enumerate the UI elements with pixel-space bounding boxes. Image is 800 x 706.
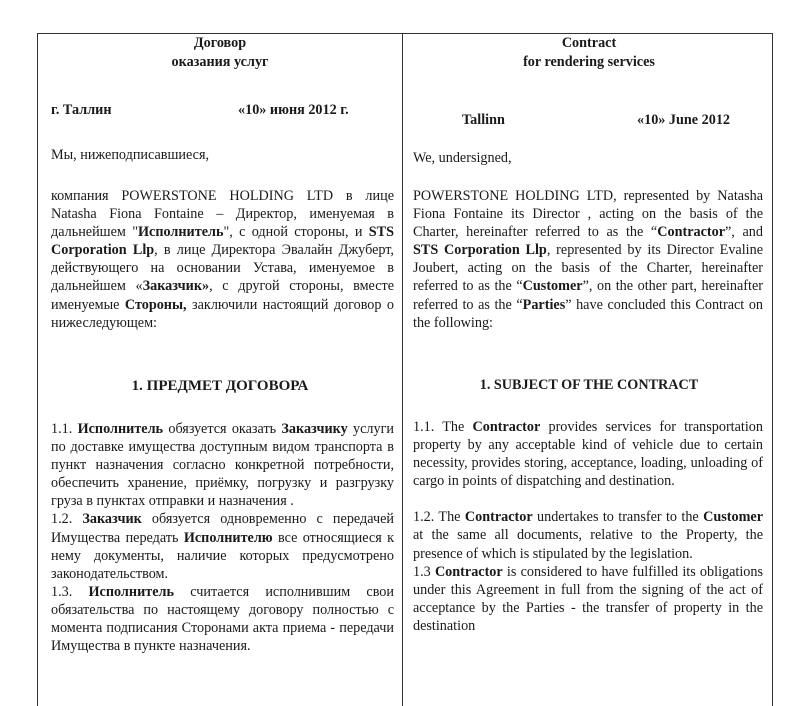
english-parties-paragraph bbox=[413, 187, 763, 332]
russian-clause-1-3 bbox=[51, 583, 394, 655]
russian-clauses bbox=[51, 420, 394, 655]
russian-title-line-2: оказания услуг bbox=[171, 54, 269, 70]
bold-term: Contractor bbox=[434, 563, 503, 580]
text-run: POWERSTONE HOLDING LTD, represented by Natasha Fiona Fontaine its Director , acting on the basis of the Charter, hereinafter referred to as the “ bbox=[413, 188, 763, 241]
english-intro: We, undersigned, bbox=[413, 150, 512, 166]
text-run: считается исполнившим свои обязательства по настоящему договору полностью с момента подписания Сторонами акта приема - передачи Имущества в пункте назначения. bbox=[51, 583, 394, 655]
text-run: 1.3 bbox=[413, 563, 435, 580]
contract-table bbox=[37, 33, 773, 706]
bold-term: Customer bbox=[522, 278, 583, 295]
bold-term: Contractor bbox=[472, 419, 541, 435]
bold-term: Исполнитель bbox=[77, 421, 164, 437]
text-run: provides services for transportation property by any acceptable kind of vehicle due to certain necessity, provides storing, acceptance, loading, unloading of cargo in points of dispatching and destination. bbox=[413, 419, 763, 490]
bold-term: Заказчик bbox=[82, 511, 142, 528]
text-run: все относящиеся к нему документы, наличие которых предусмотрено законодательством. bbox=[51, 529, 394, 582]
russian-title bbox=[38, 34, 402, 72]
russian-place: г. Таллин bbox=[51, 102, 112, 118]
english-clause-1-3 bbox=[413, 563, 763, 635]
russian-clause-1-1 bbox=[51, 420, 394, 510]
bold-term: Contractor bbox=[464, 509, 533, 526]
english-title bbox=[404, 34, 774, 72]
bold-term: STS Corporation Llp bbox=[51, 224, 394, 259]
bold-term: Исполнитель bbox=[138, 224, 224, 241]
english-title-line-2: for rendering services bbox=[523, 54, 655, 70]
text-run: undertakes to transfer to the bbox=[532, 509, 704, 526]
bold-term: Customer bbox=[703, 509, 763, 526]
text-run: ”, on the other part, hereinafter referred to as the “ bbox=[413, 278, 763, 313]
english-place: Tallinn bbox=[462, 112, 505, 128]
text-run: заключили настоящий договор о нижеследующем: bbox=[51, 296, 394, 331]
english-clauses bbox=[413, 418, 763, 635]
text-run: 1.2. bbox=[51, 511, 83, 528]
english-date: «10» June 2012 bbox=[637, 112, 731, 128]
text-run: ” have concluded this Contract on the following: bbox=[413, 296, 764, 331]
bold-term: Parties bbox=[522, 296, 566, 313]
text-run: компания POWERSTONE HOLDING LTD в лице Natasha Fiona Fontaine – Директор, именуемая в дальнейшем " bbox=[51, 188, 394, 241]
text-run: , represented by its Director Evaline Joubert, acting on the basis of the Charter, hereinafter referred to as the “ bbox=[413, 242, 763, 295]
english-clause-1-2 bbox=[413, 508, 763, 562]
russian-parties-paragraph bbox=[51, 187, 394, 332]
english-clause-1-1 bbox=[413, 418, 763, 490]
text-run: 1.1. The bbox=[413, 419, 473, 435]
text-run: ", с одной стороны, и bbox=[223, 224, 369, 241]
russian-clause-1-2 bbox=[51, 510, 394, 582]
bold-term: Исполнитель bbox=[88, 583, 174, 600]
text-run: , в лице Директора Эвалайн Джуберт, действующего на основании Устава, именуемое в дальнейшем « bbox=[51, 242, 394, 295]
russian-intro: Мы, нижеподписавшиеся, bbox=[51, 147, 210, 163]
english-title-line-1: Contract bbox=[561, 35, 617, 51]
text-run: 1.1. bbox=[51, 421, 78, 437]
bold-term: STS Corporation Llp bbox=[413, 242, 547, 259]
russian-column bbox=[38, 34, 402, 706]
russian-section-heading: 1. ПРЕДМЕТ ДОГОВОРА bbox=[131, 378, 309, 394]
text-run: ”, and bbox=[725, 224, 763, 241]
column-divider bbox=[402, 34, 403, 706]
russian-title-line-1: Договор bbox=[193, 35, 247, 51]
bold-term: Contractor bbox=[657, 224, 725, 241]
bold-term: Заказчику bbox=[281, 421, 348, 437]
bold-term: Заказчик» bbox=[142, 278, 210, 295]
bold-term: Стороны, bbox=[124, 296, 187, 313]
text-run: обязуется одновременно с передачей Имущества передать bbox=[51, 511, 394, 546]
text-run: 1.2. The bbox=[413, 509, 465, 526]
text-run: услуги по доставке имущества доступным видом транспорта в пункт назначения согласно конкретной потребности, обеспечить хранение, приёмку, погрузку и разгрузку груза в пунктах отправки и назначения . bbox=[51, 421, 394, 510]
text-run: , с другой стороны, вместе именуемые bbox=[51, 278, 395, 313]
text-run: обязуется оказать bbox=[163, 421, 282, 437]
text-run: at the same all documents, relative to the Property, the presence of which is stipulated by the legislation. bbox=[413, 527, 763, 562]
bold-term: Исполнителю bbox=[183, 529, 273, 546]
english-column bbox=[404, 34, 774, 706]
english-section-heading: 1. SUBJECT OF THE CONTRACT bbox=[479, 377, 699, 393]
text-run: is considered to have fulfilled its obligations under this Agreement in full from the signing of the act of acceptance by the Parties - the transfer of property in the destination bbox=[413, 563, 763, 634]
text-run: 1.3. bbox=[51, 583, 89, 600]
russian-date: «10» июня 2012 г. bbox=[238, 102, 349, 118]
